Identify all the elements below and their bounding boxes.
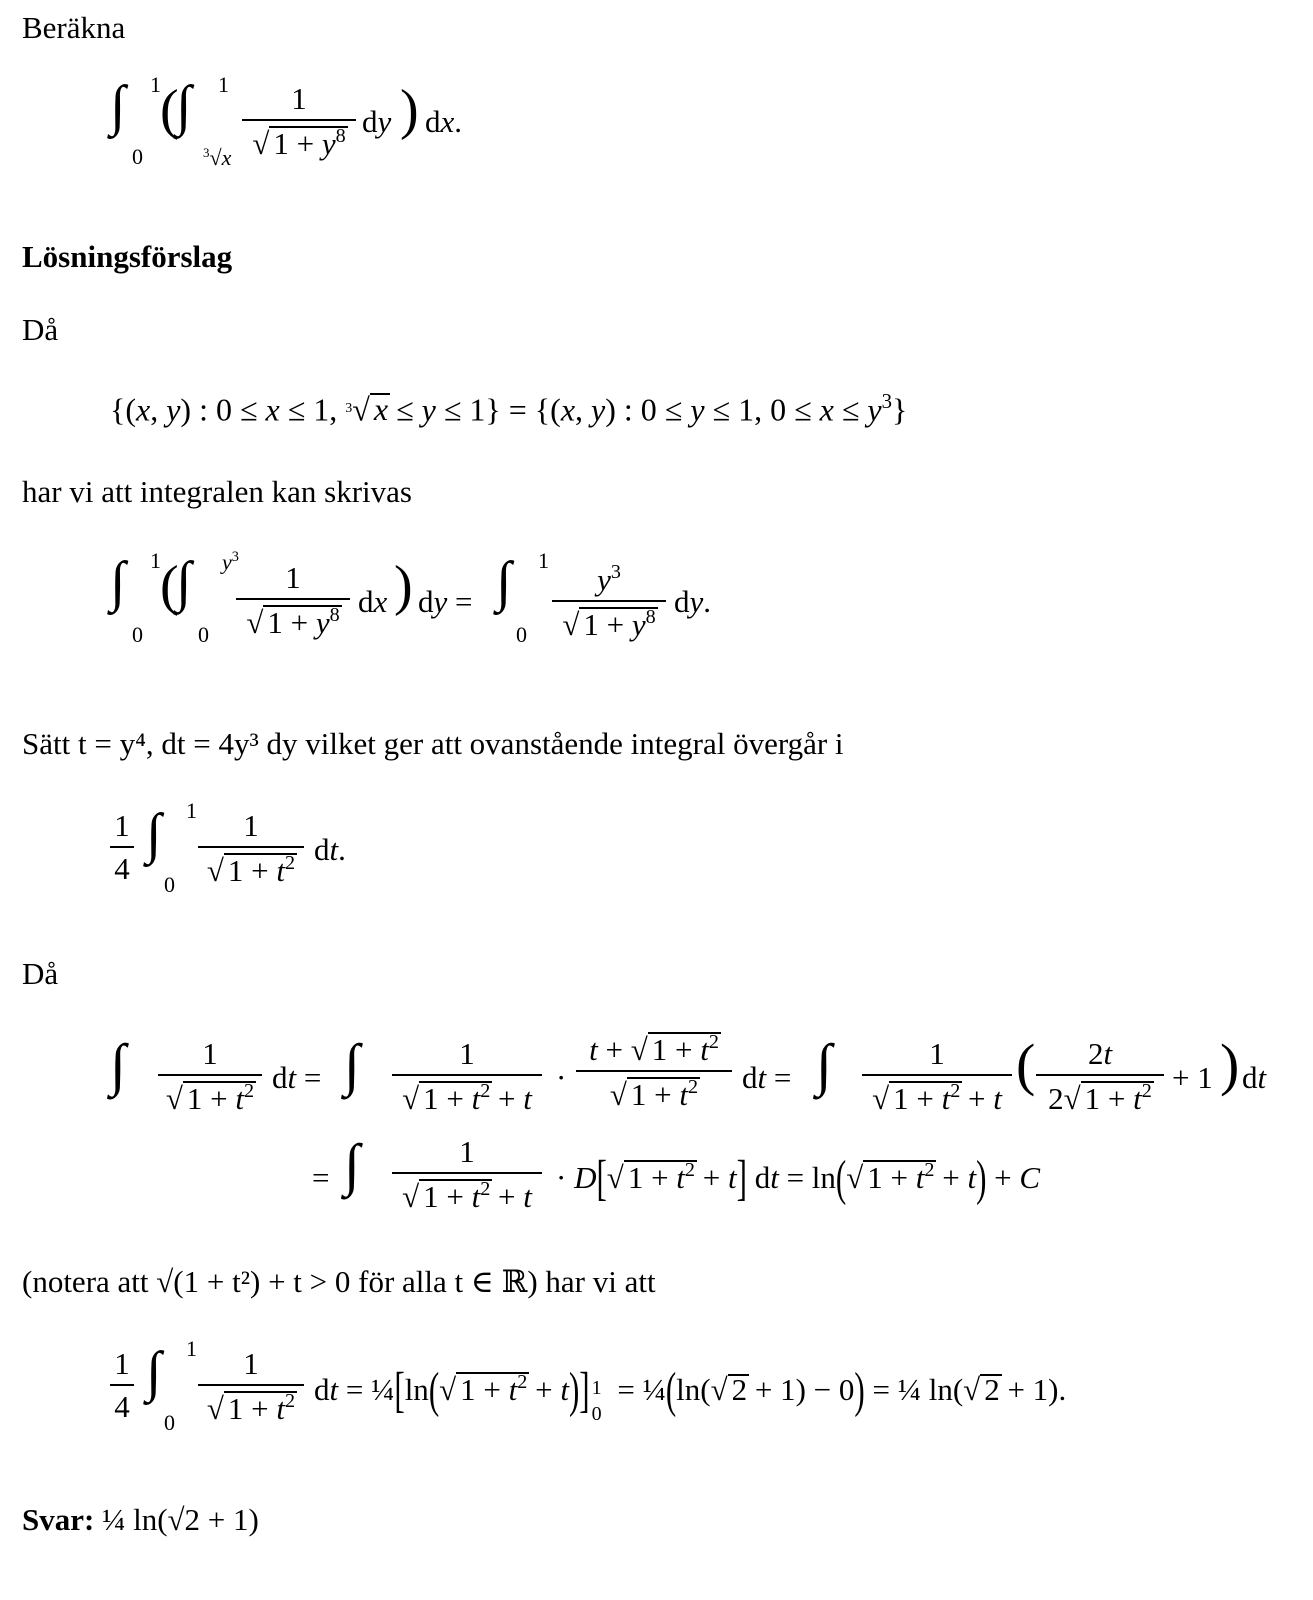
final-equation: 1 4 ∫ 1 0 1 √ $1 + t^2$ dt = ¼[ln(√ $1 + t^2 + t$)] 1 0 = ¼(ln(√ 2 + 1) − 0) = ¼ ln(√ 2 + 1). [0,1334,1313,1454]
problem-equation: ∫ 1 0 ( ∫ 1 $^3$√x 1 √ $1 + y^8$ dy ) dx. [110,72,463,170]
antiderivative-line-2: = ∫ 1 √ $1 + t^2 + t$ · D[√ $1 + t^2 + t$] dt = ln(√ $1 + t^2 + t) + C$ [312,1132,1041,1215]
rewrite-text: har vi att integralen kan skrivas [22,474,412,509]
answer-value: ¼ ln(√2 + 1) [102,1502,259,1537]
substituted-equation: 1 4 ∫ 1 0 1 √ $1 + t^2$ dt. [0,796,500,916]
answer-label: Svar: [22,1502,95,1537]
region-equation: {(x, y) : 0 ≤ x ≤ 1, $^3$√ x ≤ y ≤ 1} = {(x, y) : 0 ≤ y ≤ 1, $0 \le x \le y^3$} [110,390,908,428]
da-text-2: Då [22,956,59,991]
da-text-1: Då [22,312,59,347]
solution-heading: Lösningsförslag [22,239,233,274]
substitution-text: Sätt t = y⁴, dt = 4y³ dy vilket ger att ovanstående integral övergår i [22,726,844,761]
swapped-equation: ∫ 1 0 ( ∫ $y^3$ 0 1 √ $1 + y^8$ dx ) dy = ∫ 1 0 $y^3$ √ $1 + y^8$ dy. [110,548,712,647]
answer-line [22,1504,259,1535]
antiderivative-line-1: ∫ 1 √ $1 + t^2$ dt = ∫ 1 √ $1 + t^2 + t$ · t + √ $1 + t^2$ √ $1 + t^2$ dt = ∫ 1 √ $1 + t^2 + t$ ( 2t 2√ $1 + t^2$ + 1 ) dt [110,1031,1267,1117]
note-text: (notera att √(1 + t²) + t > 0 för alla t ∈ ℝ) har vi att [22,1264,656,1299]
intro-text: Beräkna [22,10,126,45]
